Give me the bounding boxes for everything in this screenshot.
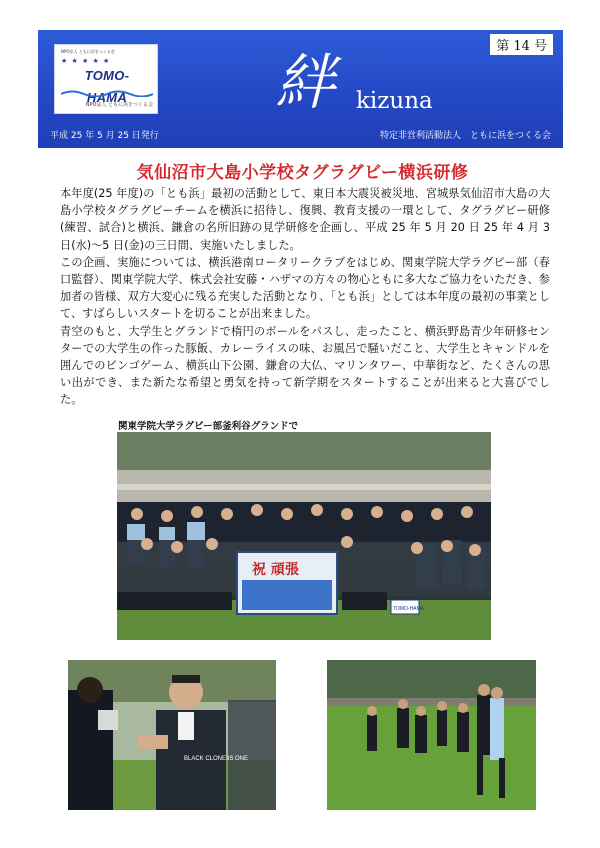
logo-text: TOMO-HAMA — [84, 68, 130, 105]
group-photo — [117, 432, 491, 640]
publication-date: 平成 25 年 5 月 25 日発行 — [50, 131, 159, 141]
photo-caption: 関東学院大学ラグビー部釜利谷グランドで — [118, 421, 299, 432]
shirt-text: BLACK CLONE IS ONE — [184, 756, 249, 762]
logo-subtitle: NPO法人 ともに浜をつくる会 — [85, 102, 153, 108]
logo-topline: NPO法人 ともに浜をつくる会 — [61, 49, 115, 54]
organization-name: 特定非営利活動法人 ともに浜をつくる会 — [379, 131, 551, 141]
article-paragraph: 本年度(25 年度)の「とも浜」最初の活動として、東日本大震災被災地、宮城県気仙沼市大島の大島小学校タグラグビーチームを横浜に招待し、復興、教育支援の一環として、タグラグビー研修(練習、試合)と横浜、鎌倉の名所旧跡の見学研修を企画し、平成 25 年 5 月 20 日 25 年 4 月 3 日(水)～5 日(金)の三日間、実施いたしました。 — [60, 187, 550, 252]
article-paragraph: この企画、実施については、横浜港南ロータリークラブをはじめ、関東学院大学ラグビー部（春口監督）、関東学院大学、株式会社安藤・ハザマの方々の物心ともに多大なご協力をいただき、参加者の皆様、双方大変心に残る充実した活動となり、「とも浜」としては本年度の最初の事業として、すばらしいスタートを切ることが出来ました。 — [60, 255, 550, 321]
article-paragraph: 青空のもと、大学生とグランドで楕円のボールをパスし、走ったこと、横浜野島青少年研修センターでの大学生の作った豚飯、カレーライスの味、お風呂で騒いだこと、大学生とキャンドルを囲んでのビンゴゲーム、横浜山下公園、鎌倉の大仏、マリンタワー、中華街など、たくさんの思い出ができ、また新たな希望と勇気を持って新学期をスタートすることが出来ると大喜びでした。 — [60, 324, 550, 407]
field-photo — [327, 660, 536, 810]
wave-icon — [61, 89, 153, 97]
newsletter-title-kanji: 絆 — [275, 48, 335, 118]
sign-text: TOMO-HAMA — [393, 606, 425, 612]
article-headline: 気仙沼市大島小学校タグラグビー横浜研修 — [136, 163, 469, 183]
logo — [54, 44, 158, 114]
star-icon: ★ ★ ★ ★ ★ — [61, 57, 111, 65]
issue-number: 第 14 号 — [490, 34, 553, 55]
banner-text: 祝 頑張 — [252, 562, 299, 578]
article-body — [60, 185, 550, 409]
header-banner — [38, 30, 563, 148]
high-five-photo — [68, 660, 276, 810]
newsletter-title-roman: kizuna — [356, 88, 433, 114]
